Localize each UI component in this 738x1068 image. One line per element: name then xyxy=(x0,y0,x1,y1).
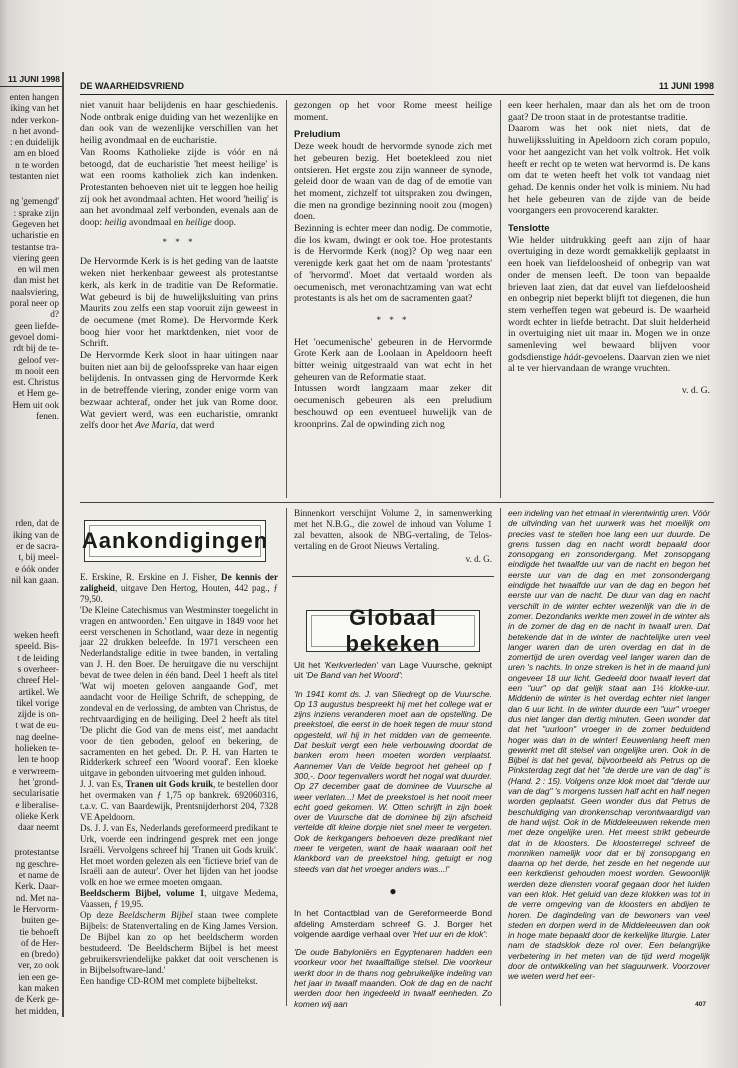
previous-page-line: geloof ver- xyxy=(18,355,59,366)
paragraph: Deze week houdt de hervormde synode zich met het gebeuren bezig. Het boetekleed zou niet ontsieren. Het ergste zou zijn wanneer de synode, geleid door de waan van de dag of de emotie van het moment, zichzelf tot uitspraken zou dwingen, die men na grondige bezinning nooit zou (mogen) doen. xyxy=(294,141,492,223)
previous-page-line: dan mist het xyxy=(13,276,59,287)
previous-page-block xyxy=(0,848,62,1017)
paragraph: Uit het 'Kerkverleden' van Lage Vuursche, geknipt uit 'De Band van het Woord': xyxy=(294,660,493,681)
previous-page-line: protestantse xyxy=(14,848,59,859)
column-rule xyxy=(500,508,501,1006)
section-rule xyxy=(292,576,494,577)
previous-page-line: iking van de xyxy=(13,530,59,541)
previous-page-line: Hem uit ook xyxy=(12,400,59,411)
previous-page-header: 11 JUNI 1998 xyxy=(0,72,62,87)
announcement-item: 'De Kleine Catechismus van Westminster toegelicht in vragen en antwoorden.' Een uitgave in 1849 voor het eerst verschenen in Schotland, waar deze in negentig jaar 22 drukken beleefde. In 1971 verscheen een Nederlandstalige editie in twee banden, in vertaling van J. H. den Boer. De heruitgave die nu verschijnt bevat de twee delen in één band. Deel 1 heeft als titel 'Wat wij moeten geloven aangaande God', met aandacht voor de Heilige Schrift, de schepping, de zondeval en de verlossing, de ambten van Christus, de rechtvaardiging en de heiliging. Deel 2 heeft als titel 'De plicht die God van de mens eist', met aandacht voor de tien geboden, geloof en bekering, de sacramenten en het gebed. Dr. P. H. van Harten te Ridderkerk schreef een 'Woord vooraf'. Een kloeke uitgave in gebonden uitvoering met gulden inhoud. xyxy=(80,604,278,779)
globaal-column-continued: een indeling van het etmaal in vierentwintig uren. Vóór de uitvinding van het uurwerk was het moeilijk om precies vast te stellen hoe lang een uur duurde. De grens tussen dag en nacht wordt bepaald door zonsopgang en zonsondergang. Met zonsopgang eindigde het twaalfde uur van de nacht en begon het eerste uur van de dag en met zonsondergang eindigde het twaalfde uur van de dag en begon het eerste uur van de nacht. De duur van dag en nacht verschilt in de winter echter wezenlijk van die in de zomer. Dezondanks werkte men zowel in de winter als in de zomer de dag en de nacht in twaalf uren. Dat betekende dat in de winter de nachtelijke uren veel langer waren dan de uren overdag en dat in de zomertijd de uren overdag veel langer waren dan de uren 's nachts. In onze streken is het in de maand juni ongeveer 18 uur licht. Gedeeld door twaalf levert dat een "uur" op dat gelijk staat aan 1½ klokke-uur. Middenin de winter is het overdag echter niet langer dan 6 uur licht. In de winter duurde een "uur" vroeger dus niet langer dan dertig minuten. Geen wonder dat dat het "uurloon" vroeger in de zomer beduidend hoger was dan in de winter! Eeuwenlang heeft men gewerkt met dit stelsel van ongelijke uren. Ook in de Bijbel is dat het geval, bijvoorbeeld als Petrus op de Pinksterdag zegt dat het "de derde ure van de dag" is (Hand. 2 : 15). Volgens onze klok moet dat "derde uur van de dag" 's morgens tussen half acht en half negen worden geplaatst. Geen wonder dus dat Petrus de beschuldiging van dronkenschap verontwaardigd van de hand wijst. Ook in de Middeleeuwen rekende men met deze ongelijke uren. Het meest strikt gebeurde dat in de kloosters. De kloosterregel schreef de monniken namelijk voor dat er bij zonsopgang en daarna op het derde, het zesde en het negende uur een kerkdienst gehouden moest worden. Gewoonlijk werden deze diensten vooraf gegaan door het luiden van een klok. Het geluid van deze klokken was tot in de verre omgeving van de kloosters en abdijen te horen. De dagindeling van de bewoners van veel steden en dorpen werd in de Middeleeuwen dan ook in hoge mate bepaald door de kerkelijke liturgie. Later nam de stadsklok deze rol over. Een belangrijke verbetering in het meten van de tijd werd mogelijk door de ontwikkeling van het slaguurwerk. Voorzover we weten werd het eer- xyxy=(508,508,710,982)
globaal-column xyxy=(294,660,492,1009)
previous-page-line: rdt bij de te- xyxy=(13,344,59,355)
previous-page-line: chreef Hel- xyxy=(16,676,59,687)
globaal-bekeken-banner: Globaal bekeken xyxy=(306,610,480,652)
previous-page-line: naalsviering, xyxy=(11,287,59,298)
previous-page-line: s overheer- xyxy=(17,664,59,675)
announcement-item: Beeldscherm Bijbel, volume 1, uitgave Medema, Vaassen, ƒ 19,95. xyxy=(80,888,278,910)
previous-page-block xyxy=(0,519,62,587)
previous-page-line: : en duidelijk xyxy=(9,138,59,149)
paragraph: een keer herhalen, maar dan als het om de troon gaat? De troon staat in de protestantse traditie. xyxy=(508,100,710,123)
previous-page-line: len te hoop xyxy=(17,755,59,766)
quote: 'De oude Babyloniërs en Egyptenaren hadden een voorkeur voor het twaalftallige stelsel. Die voorkeur werkt door in de thans nog gebruikelijke indeling van het jaar in twaalf maanden. Ook de dag en de nacht werden door hen ingedeeld in twaalf eenheden. Zo komen wij aan xyxy=(294,947,492,1009)
previous-page-block xyxy=(0,93,62,183)
announcements-column xyxy=(80,572,278,986)
previous-page-line: t, bij meel- xyxy=(18,553,59,564)
previous-page-line: m nooit een xyxy=(15,366,59,377)
publication-title: DE WAARHEIDSVRIEND xyxy=(80,81,185,91)
subheading-tenslotte: Tenslotte xyxy=(508,223,550,235)
previous-page-line: ien een ge- xyxy=(18,972,59,983)
previous-page-line: daar neemt xyxy=(17,823,59,834)
previous-page-line: nil kan gaan. xyxy=(11,575,59,586)
previous-page-line: t de leiding xyxy=(17,653,59,664)
paragraph: Het 'oecumenische' gebeuren in de Hervormde Grote Kerk aan de Loolaan in Apeldoorn heeft bitter weinig uitgestraald van wat echt in het geheuren van de Reformatie staat. xyxy=(294,336,492,383)
previous-page-line: en wil men xyxy=(17,265,59,276)
previous-page-line: zijde is on- xyxy=(17,710,59,721)
previous-page-line: speeld. Bis- xyxy=(15,642,59,653)
binnenkort-block xyxy=(294,508,492,565)
author-signature: v. d. G. xyxy=(681,385,710,397)
bullet-divider: ● xyxy=(389,883,397,898)
section-divider: * * * xyxy=(162,236,196,247)
previous-page-line: et Hem ge- xyxy=(17,389,59,400)
paragraph: Binnenkort verschijnt Volume 2, in samenwerking met het N.B.G., die zowel de inhoud van Volume 1 zal bevatten, alsook de NBG-vertaling, de Telos-vertaling en de Groot Nieuws Vertaling. xyxy=(294,508,492,551)
previous-page-line: d? xyxy=(50,310,59,321)
article-column-3 xyxy=(508,100,710,397)
article-column-1 xyxy=(80,100,278,432)
previous-page-line: geen liefde- xyxy=(14,321,59,332)
previous-page-line: kan maken xyxy=(18,984,59,994)
announcement-item: Op deze Beeldscherm Bijbel staan twee complete Bijbels: de Statenvertaling en de King James Version. De Bijbel kan zo op het beeldscherm worden bestudeerd. 'De Beeldscherm Bijbel is het meest gebruikersvriendelijke pakket dat ooit verschenen is in Bijbelsoftware-land.' xyxy=(80,910,278,975)
previous-page-line: buiten ge- xyxy=(21,916,59,927)
previous-page-line: holieken te- xyxy=(14,744,59,755)
author-signature: v. d. G. xyxy=(465,553,492,564)
paragraph: Wie helder uitdrukking geeft aan zijn of haar overtuiging in deze wordt gemakkelijk geplaatst in een hoek van liefdeloosheid of onbegrip van wat onder de mensen leeft. De toon van bepaalde brieven laat zien, dat dat euvel van liefdeloosheid en onbegrip niet beperkt blijft tot diegenen, die hun stem verheffen tegen wat gebeurd is. De waarheid wordt echter in liefde betracht. Dat sluit helderheid in overtuiging niet uit maar in. Mogen we in onze samenleving wel bewaard blijven voor godsdienstige háát-gevoelens. Daarvan zien we niet al te ver hiervandaan de wrange vruchten. xyxy=(508,234,710,375)
paragraph: In het Contactblad van de Gereformeerde Bond afdeling Amsterdam schreef G. J. Borger het volgende aardige verhaal over 'Het uur en de klok': xyxy=(294,908,492,939)
previous-page-line: artikel. We xyxy=(18,687,59,698)
previous-page-line: de Kerk ge- xyxy=(15,995,59,1006)
announcement-item: J. J. van Es, Tranen uit Gods kruik, te bestellen door het overmaken van ƒ 1,75 op bankrek. 692060316, t.a.v. C. van Baardewijk, Prentsnijderhorst 204, 7328 VE Apeldoorn. xyxy=(80,779,279,822)
previous-page-line: e liberalise- xyxy=(15,800,59,811)
previous-page-line: ver, zo ook xyxy=(17,961,59,972)
previous-page-block xyxy=(0,197,62,423)
previous-page-line: viering geen xyxy=(12,253,59,264)
paragraph: Van Rooms Katholieke zijde is vóór en ná betoogd, dat de eucharistie 'het meest heilige' is wat een rooms katholiek zich kan indenken. Protestanten behoeven niet uit te leggen hoe heilig zij ook het avondmaal achten. Het woord 'heilig' is aan het avondmaal zelf verbonden, evenals aan de doop: heilig avondmaal en heilige doop. xyxy=(80,146,278,229)
paragraph: Daarom was het ook niet niets, dat de huwelijkssluiting in Apeldoorn zich coram populo, voor het aangezicht van het volk voltrok. Het volk heeft er recht op te weten wat hervormd is. De kans om dat te weten heeft het volk tot vandaag niet gehad. De kennis onder het volk is miniem. Nu had het hele gebeuren van de zijde van de beide voorgangers een provocerend karakter. xyxy=(508,123,710,217)
paragraph: De Hervormde Kerk is is het geding van de laatste weken niet herkenbaar geweest als protestantse kerk, als kerk in de traditie van De Reformatie. Wat gebeurd is bij de huwelijksluiting van prins Maurits zou zelfs een stap vooruit zijn geweest in de oecumene (met Rome). De Hervormde Kerk boog hier voor het marktdenken, niet voor de Schrift. xyxy=(80,256,278,350)
previous-page-line: tie behoeft xyxy=(19,927,59,938)
paragraph: niet vanuit haar belijdenis en haar geschiedenis. Node ontbrak enige duiding van het wezenlijke en dan ook van de wezenlijke verschillen van het heilig avondmaal en de eucharistie. xyxy=(80,100,278,147)
aankondigingen-banner: Aankondigingen xyxy=(84,520,266,562)
previous-page-line: n te worden xyxy=(15,160,59,171)
previous-page-line: het midden, xyxy=(15,1006,59,1017)
paragraph: De Hervormde Kerk sloot in haar uitingen naar buiten niet aan bij de geloofsspreke van haar eigen belijdenis. In ontvassen ging de Hervormde Kerk in de betreffende viering, zonder enige vorm van bezwaar achteraf, onder het juk van Rome door. Wat geviert werd, was een eucharistie, omrankt zelfs door het Ave Maria, dat werd xyxy=(80,350,278,432)
previous-page-line: n het avond- xyxy=(12,126,59,137)
previous-page-line: olieke Kerk xyxy=(15,811,59,822)
previous-page-line: nder verkon- xyxy=(11,115,59,126)
previous-page-line: er de sacra- xyxy=(16,541,59,552)
previous-page-line: : sprake zijn xyxy=(13,208,59,219)
page-header xyxy=(80,78,714,95)
previous-page-block xyxy=(0,631,62,834)
announcement-item: Ds. J. J. van Es, Nederlands gereformeerd predikant te Urk, voerde een indringend gesprek met een jonge Israëli. Vervolgens schreef hij 'Tranen uit Gods kruik'. Het moet worden gelezen als een 'fictieve brief van de Israëli aan de auteur'. Over het lijden van het joodse volk en hoe we ermee moeten omgaan. xyxy=(80,822,278,888)
previous-page-line: iking van het xyxy=(10,104,59,115)
previous-page-line: weken heeft xyxy=(13,631,59,642)
previous-page-line: tikel vorige xyxy=(16,698,59,709)
section-divider: * * * xyxy=(376,314,410,325)
previous-page-line: e verwreem- xyxy=(12,766,59,777)
previous-page-line: secularisatie xyxy=(13,789,59,800)
previous-page-line: et name de xyxy=(18,871,59,882)
paragraph: gezongen op het voor Rome meest heilige moment. xyxy=(294,100,492,123)
previous-page-line: ng 'gemengd' xyxy=(9,197,59,208)
previous-page-line: le Hervorm- xyxy=(13,904,59,915)
previous-page-line: het 'grond- xyxy=(18,777,59,788)
issue-date: 11 JUNI 1998 xyxy=(658,81,714,91)
previous-page-strip xyxy=(0,72,64,1017)
previous-page-line: poral neer op xyxy=(9,299,59,310)
previous-page-line: est. Christus xyxy=(13,378,59,389)
previous-page-line: of de Her- xyxy=(20,938,59,949)
previous-page-line: rden, dat de xyxy=(15,519,59,530)
article-column-2 xyxy=(294,100,492,430)
previous-page-line: ng geschre- xyxy=(15,859,59,870)
column-rule xyxy=(286,508,287,1006)
previous-page-line: enten hangen xyxy=(9,93,59,103)
column-rule xyxy=(500,100,501,498)
previous-page-line: Gegeven het xyxy=(12,219,59,230)
page-number: 407 xyxy=(695,1001,706,1008)
paragraph: Bezinning is echter meer dan nodig. De commotie, die los kwam, dwingt er ook toe. Hoe protestants is de Hervormde Kerk (nog)? Op weg naar een verenigde kerk gaat het om de naam 'protestants' of 'hervormd'. Moet dat vertaald worden als oecumenisch, met veronachtzaming van wat echt protestants is als het om de sacramenten gaat? xyxy=(294,223,492,305)
previous-page-line: ucharistie en xyxy=(11,231,59,242)
paragraph: Intussen wordt langzaam maar zeker dit oecumenisch gebeuren als een preludium beschouwd op een eventueel huwelijk van de kroonprins. Zal de opwinding zich nog xyxy=(294,383,492,430)
previous-page-line: nd. Met na- xyxy=(15,893,59,904)
section-rule xyxy=(80,502,714,503)
previous-page-line: fenen. xyxy=(36,412,59,423)
previous-page-line: testantse tra- xyxy=(11,242,59,253)
previous-page-line: Kerk. Daar- xyxy=(14,882,59,893)
previous-page-line: testanten niet xyxy=(9,172,59,183)
previous-page-line: gevoel domi- xyxy=(9,332,59,343)
quote: 'In 1941 komt ds. J. van Sliedregt op de Vuursche. Op 13 augustus bespreekt hij met het college wat er zijns inziens veranderen moet aan de opstelling. De preekstoel, die eerst in de hoek tegen de muur stond opgesteld, wil hij in het midden van de gemeente. Dat besluit vergt een hele verbouwing doordat de banken erom heen moeten worden verplaatst. Aannemer Van de Velde begroot het geheel op ƒ 300,-. Door tegenvallers wordt het nogal wat duurder. Op 27 december gaat de dominee de Vuursche al weer verlaten...! Met de preekstoel is het nooit meer echt goed gekomen. W. Otten schrijft in zijn boek over de Vuursche dat de dominee bij zijn afscheid vertelde dit kleine dorpje niet snel meer te vergeten. Ook de kerkgangers behoeven deze predikant niet meer te vergeten, want de haak waaraan ooit het klankbord van de preekstoel hing, getuigt er nog steeds van dat het vroeger anders was...!' xyxy=(294,688,492,874)
subheading-preludium: Preludium xyxy=(294,129,341,141)
announcement-item: Een handige CD-ROM met complete bijbeltekst. xyxy=(80,975,258,986)
previous-page-line: en (bredo) xyxy=(20,950,59,961)
announcement-item: E. Erskine, R. Erskine en J. Fisher, De kennis der zaligheid, uitgave Den Hertog, Houten, 442 pag., ƒ 79,50. xyxy=(80,572,278,604)
previous-page-line: am en bloed xyxy=(13,149,59,160)
previous-page-line: e óók onder xyxy=(15,564,59,575)
previous-page-line: nag deelne- xyxy=(15,732,59,743)
column-rule xyxy=(286,100,287,498)
magazine-page xyxy=(70,72,722,1022)
previous-page-line: t wat de eu- xyxy=(15,721,59,732)
